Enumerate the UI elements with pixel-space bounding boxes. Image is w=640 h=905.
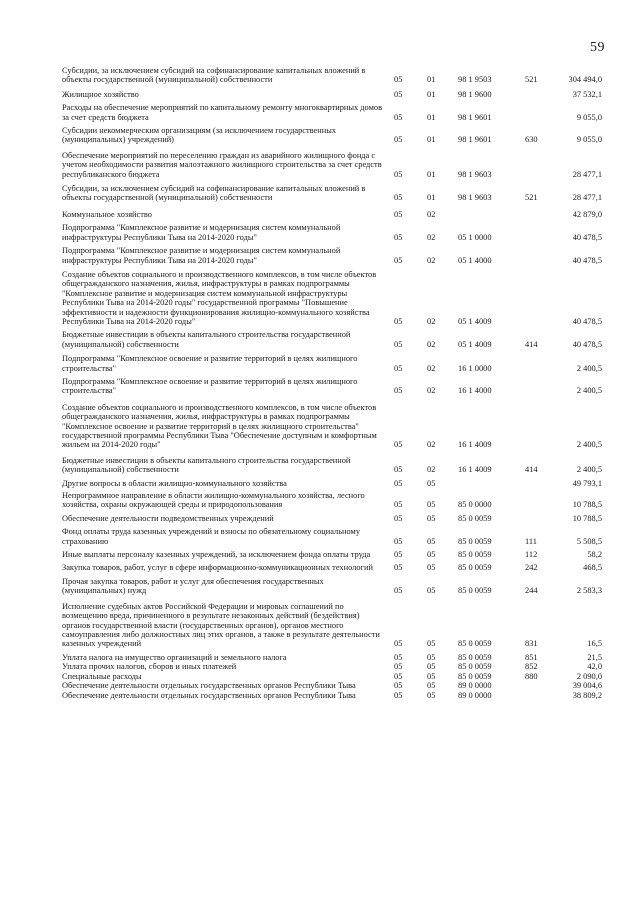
section-code: 05 bbox=[394, 339, 403, 349]
target-article-code: 85 0 0059 bbox=[458, 586, 492, 596]
expense-type-code: 242 bbox=[525, 563, 538, 573]
expense-type-code: 244 bbox=[525, 586, 538, 596]
subsection-code: 01 bbox=[427, 112, 436, 122]
target-article-code: 05 1 4009 bbox=[458, 316, 492, 326]
section-code: 05 bbox=[394, 563, 403, 573]
amount: 21,5 bbox=[587, 652, 602, 662]
subsection-code: 05 bbox=[427, 550, 436, 560]
table-row bbox=[62, 491, 602, 510]
expense-type-code: 521 bbox=[525, 193, 538, 203]
section-code: 05 bbox=[394, 75, 403, 85]
amount: 2 400,5 bbox=[576, 440, 602, 450]
subsection-code: 02 bbox=[427, 465, 436, 475]
table-row bbox=[62, 151, 602, 179]
section-code: 05 bbox=[394, 500, 403, 510]
subsection-code: 01 bbox=[427, 89, 436, 99]
table-row bbox=[62, 354, 602, 373]
expense-name: Бюджетные инвестиции в объекты капитального строительства государственной (муниципальной) собственности bbox=[62, 330, 351, 349]
table-row bbox=[62, 270, 602, 326]
amount: 40 478,5 bbox=[572, 339, 602, 349]
target-article-code: 85 0 0059 bbox=[458, 536, 492, 546]
target-article-code: 16 1 0000 bbox=[458, 363, 492, 373]
amount: 58,2 bbox=[587, 550, 602, 560]
table-row bbox=[62, 90, 602, 99]
amount: 16,5 bbox=[587, 639, 602, 649]
target-article-code: 85 0 0000 bbox=[458, 500, 492, 510]
expense-name: Прочая закупка товаров, работ и услуг для обеспечения государственных (муниципальных) нужд bbox=[62, 576, 324, 596]
expense-name: Специальные расходы bbox=[62, 671, 142, 681]
expense-type-code: 630 bbox=[525, 135, 538, 145]
target-article-code: 16 1 4000 bbox=[458, 386, 492, 396]
target-article-code: 85 0 0059 bbox=[458, 652, 492, 662]
subsection-code: 05 bbox=[427, 691, 436, 701]
table-row bbox=[62, 223, 602, 242]
table-row bbox=[62, 210, 602, 219]
section-code: 05 bbox=[394, 193, 403, 203]
expense-name: Уплата налога на имущество организаций и земельного налога bbox=[62, 652, 287, 662]
amount: 42 879,0 bbox=[572, 209, 602, 219]
target-article-code: 16 1 4009 bbox=[458, 465, 492, 475]
amount: 468,5 bbox=[583, 563, 602, 573]
amount: 28 477,1 bbox=[572, 169, 602, 179]
section-code: 05 bbox=[394, 89, 403, 99]
section-code: 05 bbox=[394, 680, 403, 690]
subsection-code: 05 bbox=[427, 680, 436, 690]
table-row bbox=[62, 662, 602, 671]
expense-name: Коммунальное хозяйство bbox=[62, 209, 152, 219]
subsection-code: 01 bbox=[427, 135, 436, 145]
expense-name: Подпрограмма "Комплексное развитие и модернизация систем коммунальной инфраструктуры Республики Тыва на 2014-2020 годы" bbox=[62, 246, 341, 265]
subsection-code: 05 bbox=[427, 586, 436, 596]
budget-table bbox=[62, 66, 602, 701]
section-code: 05 bbox=[394, 386, 403, 396]
amount: 5 508,5 bbox=[576, 536, 602, 546]
section-code: 05 bbox=[394, 209, 403, 219]
expense-type-code: 112 bbox=[525, 550, 538, 560]
target-article-code: 89 0 0000 bbox=[458, 691, 492, 701]
table-row bbox=[62, 681, 602, 690]
subsection-code: 02 bbox=[427, 363, 436, 373]
amount: 2 400,5 bbox=[576, 386, 602, 396]
expense-type-code: 852 bbox=[525, 662, 538, 672]
target-article-code: 98 1 9503 bbox=[458, 75, 492, 85]
amount: 9 055,0 bbox=[576, 135, 602, 145]
amount: 10 788,5 bbox=[572, 500, 602, 510]
amount: 37 532,1 bbox=[572, 89, 602, 99]
table-row bbox=[62, 126, 602, 145]
table-row bbox=[62, 563, 602, 572]
target-article-code: 16 1 4009 bbox=[458, 440, 492, 450]
table-row bbox=[62, 377, 602, 396]
expense-name: Обеспечение деятельности отдельных государственных органов Республики Тыва bbox=[62, 691, 356, 701]
table-row bbox=[62, 527, 602, 546]
subsection-code: 05 bbox=[427, 671, 436, 681]
expense-name: Обеспечение мероприятий по переселению граждан из аварийного жилищного фонда с учетом необходимости развития малоэтажного жилищного строительства за счет средств республиканского бюджета bbox=[62, 150, 382, 179]
target-article-code: 85 0 0059 bbox=[458, 671, 492, 681]
subsection-code: 01 bbox=[427, 193, 436, 203]
amount: 2 090,0 bbox=[576, 671, 602, 681]
section-code: 05 bbox=[394, 255, 403, 265]
subsection-code: 02 bbox=[427, 386, 436, 396]
section-code: 05 bbox=[394, 465, 403, 475]
expense-name: Фонд оплаты труда казенных учреждений и взносы по обязательному социальному страхованию bbox=[62, 527, 361, 546]
table-row bbox=[62, 550, 602, 559]
section-code: 05 bbox=[394, 112, 403, 122]
section-code: 05 bbox=[394, 440, 403, 450]
table-row bbox=[62, 456, 602, 475]
expense-type-code: 414 bbox=[525, 465, 538, 475]
subsection-code: 02 bbox=[427, 232, 436, 242]
subsection-code: 05 bbox=[427, 478, 436, 488]
target-article-code: 98 1 9601 bbox=[458, 135, 492, 145]
table-row bbox=[62, 653, 602, 662]
expense-name: Жилищное хозяйство bbox=[62, 89, 139, 99]
target-article-code: 05 1 0000 bbox=[458, 232, 492, 242]
target-article-code: 05 1 4000 bbox=[458, 255, 492, 265]
target-article-code: 98 1 9601 bbox=[458, 112, 492, 122]
amount: 28 477,1 bbox=[572, 193, 602, 203]
table-row bbox=[62, 330, 602, 349]
table-row bbox=[62, 479, 602, 488]
section-code: 05 bbox=[394, 232, 403, 242]
expense-name: Обеспечение деятельности подведомственных учреждений bbox=[62, 513, 274, 523]
target-article-code: 05 1 4009 bbox=[458, 339, 492, 349]
amount: 304 494,0 bbox=[568, 75, 602, 85]
section-code: 05 bbox=[394, 513, 403, 523]
expense-type-code: 111 bbox=[525, 536, 537, 546]
subsection-code: 02 bbox=[427, 209, 436, 219]
expense-name: Субсидии, за исключением субсидий на софинансирование капитальных вложений в объекты государственной (муниципальной) собственности bbox=[62, 66, 366, 85]
table-row bbox=[62, 672, 602, 681]
target-article-code: 85 0 0059 bbox=[458, 662, 492, 672]
expense-type-code: 851 bbox=[525, 652, 538, 662]
target-article-code: 85 0 0059 bbox=[458, 639, 492, 649]
subsection-code: 05 bbox=[427, 500, 436, 510]
expense-name: Субсидии, за исключением субсидий на софинансирование капитальных вложений в объекты государственной (муниципальной) собственности bbox=[62, 184, 366, 203]
expense-name: Другие вопросы в области жилищно-коммунального хозяйства bbox=[62, 478, 287, 488]
subsection-code: 05 bbox=[427, 639, 436, 649]
expense-type-code: 414 bbox=[525, 339, 538, 349]
subsection-code: 02 bbox=[427, 316, 436, 326]
expense-name: Уплата прочих налогов, сборов и иных платежей bbox=[62, 662, 237, 672]
expense-type-code: 880 bbox=[525, 671, 538, 681]
expense-name: Непрограммное направление в области жилищно-коммунального хозяйства, лесного хозяйства, охраны окружающей среды и природопользования bbox=[62, 491, 365, 510]
amount: 2 400,5 bbox=[576, 363, 602, 373]
amount: 2 583,3 bbox=[576, 586, 602, 596]
target-article-code: 98 1 9600 bbox=[458, 89, 492, 99]
expense-name: Создание объектов социального и производственного комплексов, в том числе объектов общегражданского назначения, жилья, инфраструктуры в рамках подпрограммы "Комплексное развитие и модернизация систем коммунальной инфраструктуры Республики Тыва на 2014-2020 годы" государственной программы "Повышение эффективности и надежности функционирования жилищно-коммунального хозяйства Республики Тыва на 2014-2020 годы" bbox=[62, 269, 377, 326]
expense-type-code: 521 bbox=[525, 75, 538, 85]
expense-name: Расходы на обеспечение мероприятий по капитальному ремонту многоквартирных домов за счет средств бюджета bbox=[62, 103, 383, 122]
expense-name: Закупка товаров, работ, услуг в сфере информационно-коммуникационных технологий bbox=[62, 563, 373, 573]
expense-name: Субсидии некоммерческим организациям (за исключением государственных (муниципальных) учреждений) bbox=[62, 126, 337, 145]
table-row bbox=[62, 403, 602, 450]
section-code: 05 bbox=[394, 639, 403, 649]
section-code: 05 bbox=[394, 363, 403, 373]
expense-name: Подпрограмма "Комплексное освоение и развитие территорий в целях жилищного строительства" bbox=[62, 354, 358, 373]
expense-name: Иные выплаты персоналу казенных учреждений, за исключением фонда оплаты труда bbox=[62, 550, 371, 560]
amount: 2 400,5 bbox=[576, 465, 602, 475]
table-row bbox=[62, 66, 602, 85]
subsection-code: 02 bbox=[427, 255, 436, 265]
subsection-code: 05 bbox=[427, 662, 436, 672]
table-row bbox=[62, 691, 602, 700]
amount: 40 478,5 bbox=[572, 232, 602, 242]
table-row bbox=[62, 514, 602, 523]
expense-name: Бюджетные инвестиции в объекты капитального строительства государственной (муниципальной) собственности bbox=[62, 455, 351, 475]
expense-name: Подпрограмма "Комплексное развитие и модернизация систем коммунальной инфраструктуры Республики Тыва на 2014-2020 годы" bbox=[62, 223, 341, 242]
subsection-code: 02 bbox=[427, 440, 436, 450]
table-row bbox=[62, 184, 602, 203]
section-code: 05 bbox=[394, 586, 403, 596]
target-article-code: 85 0 0059 bbox=[458, 550, 492, 560]
subsection-code: 05 bbox=[427, 563, 436, 573]
section-code: 05 bbox=[394, 652, 403, 662]
section-code: 05 bbox=[394, 316, 403, 326]
amount: 42,0 bbox=[587, 662, 602, 672]
target-article-code: 98 1 9603 bbox=[458, 193, 492, 203]
section-code: 05 bbox=[394, 691, 403, 701]
amount: 39 004,6 bbox=[572, 680, 602, 690]
subsection-code: 05 bbox=[427, 513, 436, 523]
amount: 49 793,1 bbox=[572, 478, 602, 488]
subsection-code: 05 bbox=[427, 536, 436, 546]
section-code: 05 bbox=[394, 478, 403, 488]
subsection-code: 05 bbox=[427, 652, 436, 662]
section-code: 05 bbox=[394, 536, 403, 546]
amount: 40 478,5 bbox=[572, 316, 602, 326]
section-code: 05 bbox=[394, 135, 403, 145]
table-row bbox=[62, 602, 602, 649]
target-article-code: 98 1 9603 bbox=[458, 169, 492, 179]
table-row bbox=[62, 577, 602, 596]
expense-name: Создание объектов социального и производственного комплексов, в том числе объектов общегражданского назначения, жилья, инфраструктуры в рамках подпрограммы "Комплексное освоение и развитие территорий в целях жилищного строительства" государственной программы Республики Тыва "Обеспечение доступным и комфортным жильем на 2014-2020 годы" bbox=[62, 402, 377, 450]
table-row bbox=[62, 246, 602, 265]
amount: 38 809,2 bbox=[572, 691, 602, 701]
expense-name: Подпрограмма "Комплексное освоение и развитие территорий в целях жилищного строительства" bbox=[62, 376, 358, 396]
subsection-code: 01 bbox=[427, 75, 436, 85]
expense-name: Обеспечение деятельности отдельных государственных органов Республики Тыва bbox=[62, 680, 356, 690]
target-article-code: 85 0 0059 bbox=[458, 563, 492, 573]
table-row bbox=[62, 103, 602, 122]
page-number: 59 bbox=[590, 40, 605, 55]
subsection-code: 01 bbox=[427, 169, 436, 179]
subsection-code: 02 bbox=[427, 339, 436, 349]
target-article-code: 85 0 0059 bbox=[458, 513, 492, 523]
expense-type-code: 831 bbox=[525, 639, 538, 649]
section-code: 05 bbox=[394, 671, 403, 681]
amount: 9 055,0 bbox=[576, 112, 602, 122]
amount: 10 788,5 bbox=[572, 513, 602, 523]
section-code: 05 bbox=[394, 662, 403, 672]
expense-name: Исполнение судебных актов Российской Федерации и мировых соглашений по возмещению вреда, причиненного в результате незаконных действий (бездействия) органов государственной власти (государственных органов), органов местного самоуправления либо должностных лиц этих органов, а также в результате деятельности казенных учреждений bbox=[62, 601, 380, 649]
amount: 40 478,5 bbox=[572, 255, 602, 265]
section-code: 05 bbox=[394, 550, 403, 560]
target-article-code: 89 0 0000 bbox=[458, 680, 492, 690]
section-code: 05 bbox=[394, 169, 403, 179]
